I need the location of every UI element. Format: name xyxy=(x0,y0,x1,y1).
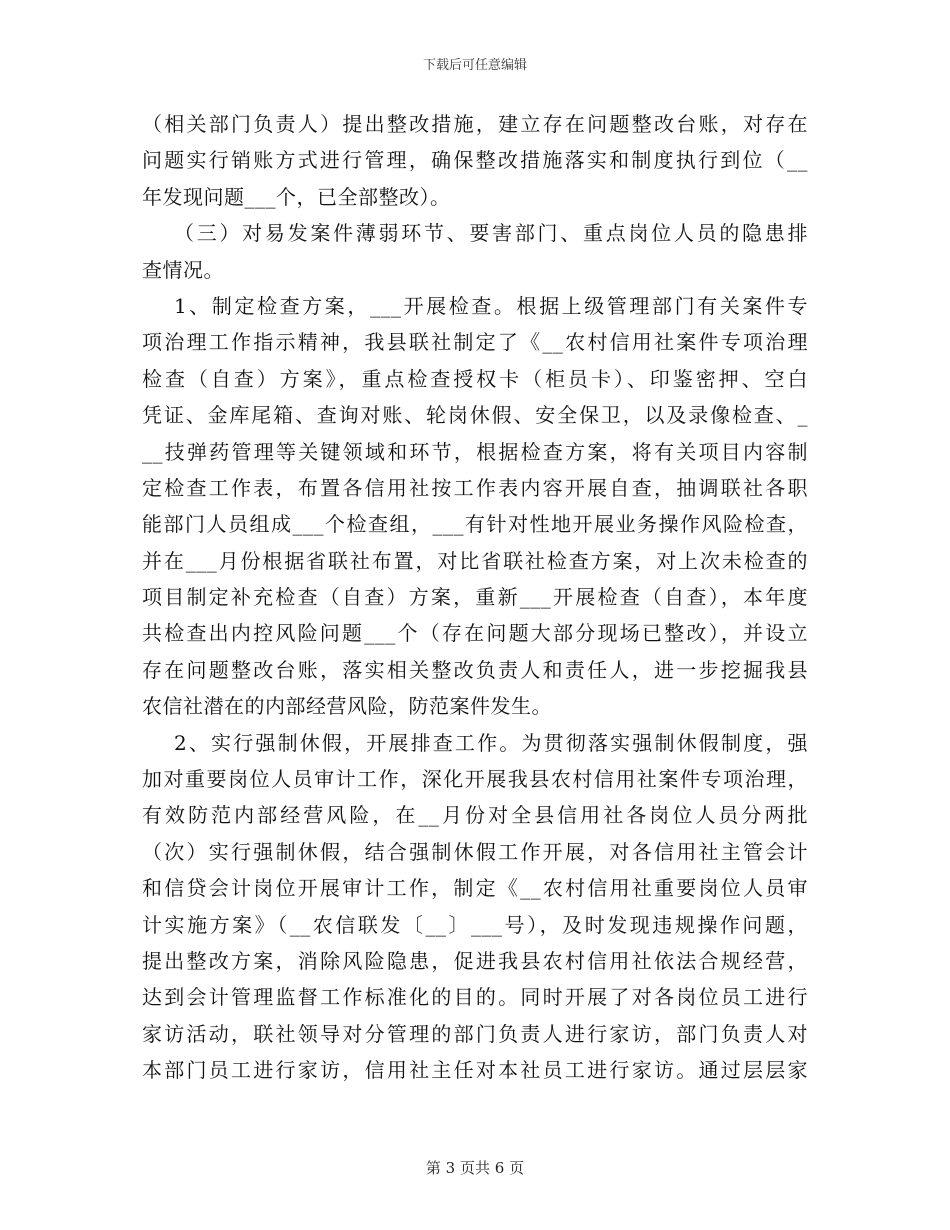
paragraph-start: 1、制定检查方案，___开展检查。根据上级管理部门有关案件专 xyxy=(174,293,808,318)
section-heading: （三）对易发案件薄弱环节、要害部门、重点岗位人员的隐患排 xyxy=(174,221,808,246)
text-line: 家访活动，联社领导对分管理的部门负责人进行家访，部门负责人对 xyxy=(142,1021,808,1046)
text-line: 年发现问题___个，已全部整改）。 xyxy=(142,184,451,209)
text-line: 查情况。 xyxy=(142,257,224,282)
paragraph-start: 2、实行强制休假，开展排查工作。为贯彻落实强制休假制度，强 xyxy=(174,730,808,755)
page-header: 下载后可任意编辑 xyxy=(422,58,527,73)
text-line: 存在问题整改台账，落实相关整改负责人和责任人，进一步挖掘我县 xyxy=(142,657,808,682)
text-line: 和信贷会计岗位开展审计工作，制定《__农村信用社重要岗位人员审 xyxy=(142,876,808,901)
text-line: 有效防范内部经营风险，在__月份对全县信用社各岗位人员分两批 xyxy=(142,803,808,828)
page-number: 第 3 页共 6 页 xyxy=(425,1159,525,1177)
text-line: 并在___月份根据省联社布置，对比省联社检查方案，对上次未检查的 xyxy=(142,548,808,573)
text-line: 项治理工作指示精神，我县联社制定了《__农村信用社案件专项治理 xyxy=(142,330,808,355)
text-line: 提出整改方案，消除风险隐患，促进我县农村信用社依法合规经营， xyxy=(142,948,808,973)
text-line: 检查（自查）方案》，重点检查授权卡（柜员卡）、印鉴密押、空白 xyxy=(142,366,808,391)
text-line: （次）实行强制休假，结合强制休假工作开展，对各信用社主管会计 xyxy=(142,839,808,864)
text-line: 计实施方案》（__农信联发〔__〕___号），及时发现违规操作问题， xyxy=(142,912,808,937)
text-line: 达到会计管理监督工作标准化的目的。同时开展了对各岗位员工进行 xyxy=(142,985,808,1010)
text-line: 项目制定补充检查（自查）方案，重新___开展检查（自查），本年度 xyxy=(142,585,808,610)
text-line: __技弹药管理等关键领域和环节，根据检查方案，将有关项目内容制 xyxy=(142,439,808,464)
text-line: 问题实行销账方式进行管理，确保整改措施落实和制度执行到位（__ xyxy=(142,148,808,173)
text-line: 定检查工作表，布置各信用社按工作表内容开展自查，抽调联社各职 xyxy=(142,475,808,500)
document-body xyxy=(142,106,808,1089)
text-line: （相关部门负责人）提出整改措施，建立存在问题整改台账，对存在 xyxy=(142,112,808,136)
text-line: 共检查出内控风险问题___个（存在问题大部分现场已整改），并设立 xyxy=(142,621,808,646)
text-line: 加对重要岗位人员审计工作，深化开展我县农村信用社案件专项治理， xyxy=(142,767,808,792)
text-line: 能部门人员组成___个检查组，___有针对性地开展业务操作风险检查， xyxy=(142,512,808,537)
text-line: 本部门员工进行家访，信用社主任对本社员工进行家访。通过层层家 xyxy=(142,1058,808,1083)
text-line: 凭证、金库尾箱、查询对账、轮岗休假、安全保卫，以及录像检查、_ xyxy=(142,403,808,428)
text-line: 农信社潜在的内部经营风险，防范案件发生。 xyxy=(142,694,552,719)
